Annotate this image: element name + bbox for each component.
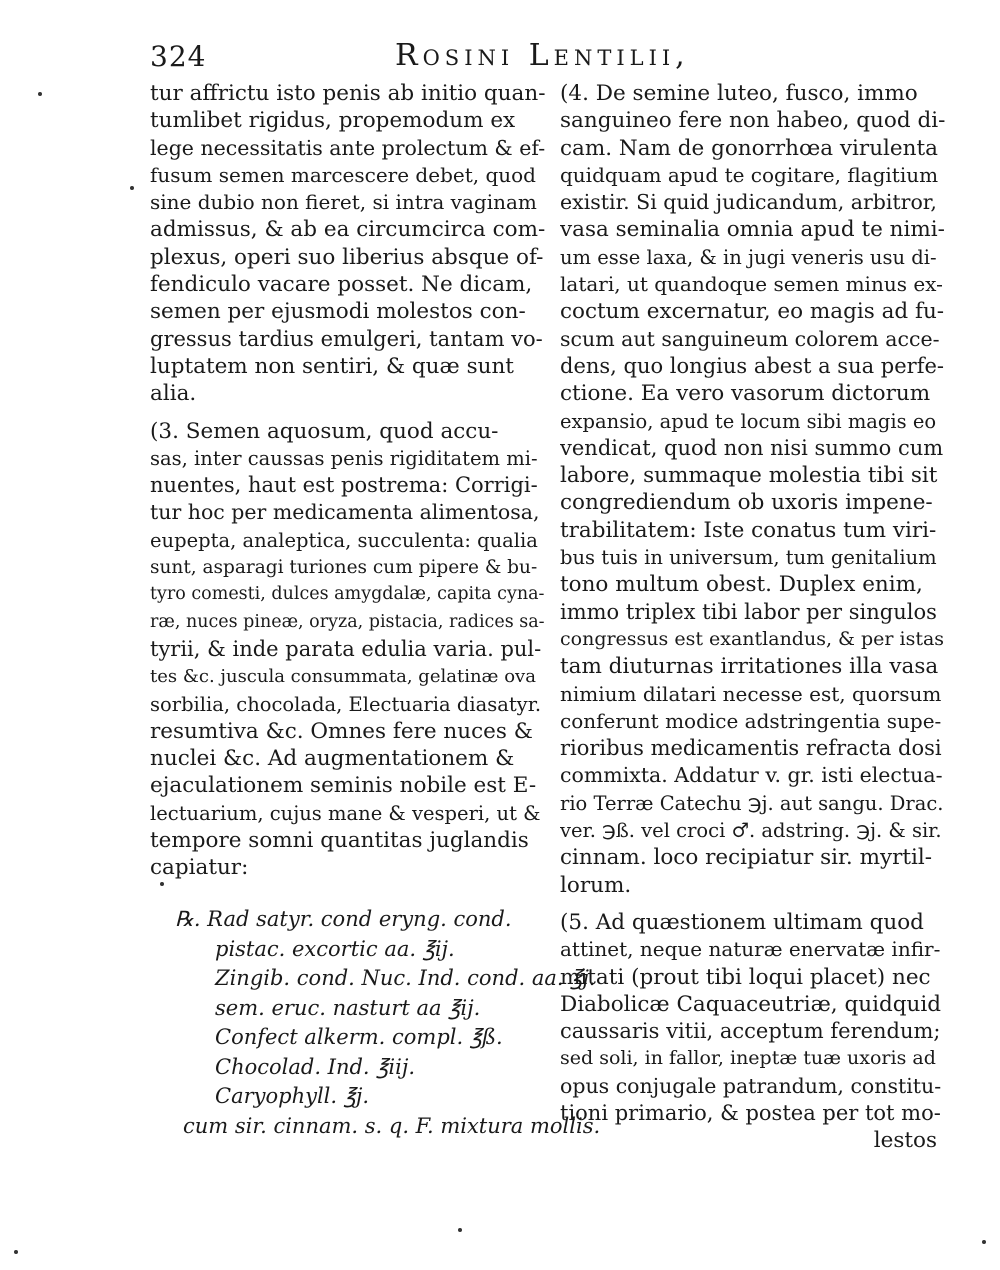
text-line: mitati (prout tibi loqui placet) nec bbox=[560, 964, 931, 990]
text-line: sorbilia, chocolada, Electuaria diasatyr. bbox=[150, 692, 542, 716]
text-line: conferunt modice adstringentia supe- bbox=[560, 708, 942, 733]
text-line: resumtiva &c. Omnes fere nuces & bbox=[150, 718, 533, 744]
text-line: alia. bbox=[150, 381, 197, 407]
text-line: caussaris vitii, acceptum ferendum; bbox=[560, 1019, 941, 1044]
text-line: tioni primario, & postea per tot mo- bbox=[560, 1100, 941, 1125]
text-line: tur hoc per medicamenta alimentosa, bbox=[150, 500, 540, 525]
text-line: semen per ejusmodi molestos con- bbox=[150, 299, 526, 325]
text-line: tes &c. juscula consummata, gelatinæ ova bbox=[150, 666, 536, 688]
text-line: lege necessitatis ante prolectum & ef- bbox=[150, 135, 545, 160]
text-line: eupepta, analeptica, succulenta: qualia bbox=[150, 528, 538, 552]
text-line: fendiculo vacare posset. Ne dicam, bbox=[150, 272, 533, 298]
catchword: lestos bbox=[873, 1128, 937, 1154]
recipe-line: Confect alkerm. compl. ℥ß. bbox=[215, 1025, 503, 1049]
text-line: existir. Si quid judicandum, arbitror, bbox=[560, 190, 937, 215]
recipe-line: Chocolad. Ind. ℥iij. bbox=[215, 1054, 416, 1079]
text-line: fusum semen marcescere debet, quod bbox=[150, 162, 536, 187]
text-line: congressus est exantlandus, & per istas bbox=[560, 627, 945, 650]
text-line: (4. De semine luteo, fusco, immo bbox=[560, 81, 918, 106]
text-line: tempore somni quantitas juglandis bbox=[150, 828, 529, 854]
text-line: opus conjugale patrandum, constitu- bbox=[560, 1073, 942, 1098]
text-line: dens, quo longius abest a sua perfe- bbox=[560, 353, 945, 378]
text-line: tumlibet rigidus, propemodum ex bbox=[150, 108, 516, 134]
scan-speck bbox=[130, 186, 134, 190]
text-line: expansio, apud te locum sibi magis eo bbox=[560, 409, 937, 433]
text-line: admissus, & ab ea circumcirca com- bbox=[150, 217, 545, 243]
recipe-line: cum sir. cinnam. s. q. F. mixtura mollis. bbox=[183, 1113, 601, 1138]
text-line: ejaculationem seminis nobile est E- bbox=[150, 773, 537, 799]
text-line: scum aut sanguineum colorem acce- bbox=[560, 326, 940, 351]
text-line: Diabolicæ Caquaceutriæ, quidquid bbox=[560, 991, 941, 1017]
text-line: nuclei &c. Ad augmentationem & bbox=[150, 746, 515, 772]
recipe-line: Caryophyll. ℥j. bbox=[215, 1084, 370, 1108]
text-line: sunt, asparagi turiones cum pipere & bu- bbox=[150, 557, 538, 579]
text-line: (5. Ad quæstionem ultimam quod bbox=[560, 909, 924, 935]
text-line: plexus, operi suo liberius absque of- bbox=[150, 244, 544, 270]
text-line: sas, inter caussas penis rigiditatem mi- bbox=[150, 446, 538, 470]
recipe-line: pistac. excortic aa. ℥ij. bbox=[215, 936, 455, 961]
text-line: nimium dilatari necesse est, quorsum bbox=[560, 681, 942, 706]
text-line: tyro comesti, dulces amygdalæ, capita cyna- bbox=[150, 584, 545, 605]
scan-speck bbox=[160, 882, 164, 886]
scan-speck bbox=[14, 1250, 18, 1254]
recipe-line: sem. eruc. nasturt aa ℥ij. bbox=[215, 995, 481, 1020]
text-line: cam. Nam de gonorrhœa virulenta bbox=[560, 135, 938, 161]
text-line: tono multum obest. Duplex enim, bbox=[560, 572, 923, 598]
page-number: 324 bbox=[150, 40, 207, 73]
text-line: ctione. Ea vero vasorum dictorum bbox=[560, 381, 931, 407]
text-line: vendicat, quod non nisi summo cum bbox=[560, 435, 944, 460]
text-line: rio Terræ Catechu ℈j. aut sangu. Drac. bbox=[560, 791, 944, 815]
text-line: tur affrictu isto penis ab initio quan- bbox=[150, 81, 545, 106]
prescription-block bbox=[175, 905, 600, 1141]
text-line: immo triplex tibi labor per singulos bbox=[560, 599, 937, 624]
text-line: lorum. bbox=[560, 872, 632, 898]
text-line: cinnam. loco recipiatur sir. myrtil- bbox=[560, 845, 933, 871]
page-header bbox=[150, 36, 940, 78]
text-line: sed soli, in fallor, ineptæ tuæ uxoris ad bbox=[560, 1047, 936, 1070]
text-line: vasa seminalia omnia apud te nimi- bbox=[560, 217, 945, 243]
text-line: labore, summaque molestia tibi sit bbox=[560, 463, 938, 489]
right-column bbox=[560, 80, 945, 1155]
text-line: ver. ℈ß. vel croci ♂. adstring. ℈j. & sir. bbox=[560, 819, 942, 843]
text-line: lectuarium, cujus mane & vesperi, ut & bbox=[150, 801, 541, 825]
recipe-line: Zingib. cond. Nuc. Ind. cond. aa. ℥j. bbox=[215, 966, 596, 990]
text-line: quidquam apud te cogitare, flagitium bbox=[560, 162, 939, 187]
text-line: ræ, nuces pineæ, oryza, pistacia, radices sa- bbox=[150, 611, 545, 632]
scan-speck bbox=[38, 92, 42, 96]
text-line: luptatem non sentiri, & quæ sunt bbox=[150, 353, 514, 379]
text-line: trabilitatem: Iste conatus tum viri- bbox=[560, 517, 937, 543]
text-line: bus tuis in universum, tum genitalium bbox=[560, 546, 937, 570]
scan-speck bbox=[458, 1228, 462, 1232]
text-line: congrediendum ob uxoris impene- bbox=[560, 490, 933, 516]
text-line: tyrii, & inde parata edulia varia. pul- bbox=[150, 636, 542, 661]
text-line: sine dubio non fieret, si intra vaginam bbox=[150, 190, 537, 215]
text-line: (3. Semen aquosum, quod accu- bbox=[150, 418, 499, 444]
left-column bbox=[150, 80, 545, 882]
text-line: sanguineo fere non habeo, quod di- bbox=[560, 108, 945, 134]
running-head: Rosini Lentilii, bbox=[395, 38, 690, 73]
scan-speck bbox=[982, 1240, 986, 1244]
text-line: latari, ut quandoque semen minus ex- bbox=[560, 272, 943, 297]
text-line: nuentes, haut est postrema: Corrigi- bbox=[150, 473, 538, 498]
text-line: commixta. Addatur v. gr. isti electua- bbox=[560, 763, 943, 788]
text-line: um esse laxa, & in jugi veneris usu di- bbox=[560, 245, 937, 269]
text-line: tam diuturnas irritationes illa vasa bbox=[560, 654, 939, 680]
text-line: gressus tardius emulgeri, tantam vo- bbox=[150, 326, 543, 351]
text-line: rioribus medicamentis refracta dosi bbox=[560, 736, 942, 761]
text-line: capiatur: bbox=[150, 855, 249, 881]
text-line: attinet, neque naturæ enervatæ infir- bbox=[560, 937, 941, 962]
recipe-line: ℞. Rad satyr. cond eryng. cond. bbox=[175, 907, 512, 931]
text-line: coctum excernatur, eo magis ad fu- bbox=[560, 299, 945, 325]
